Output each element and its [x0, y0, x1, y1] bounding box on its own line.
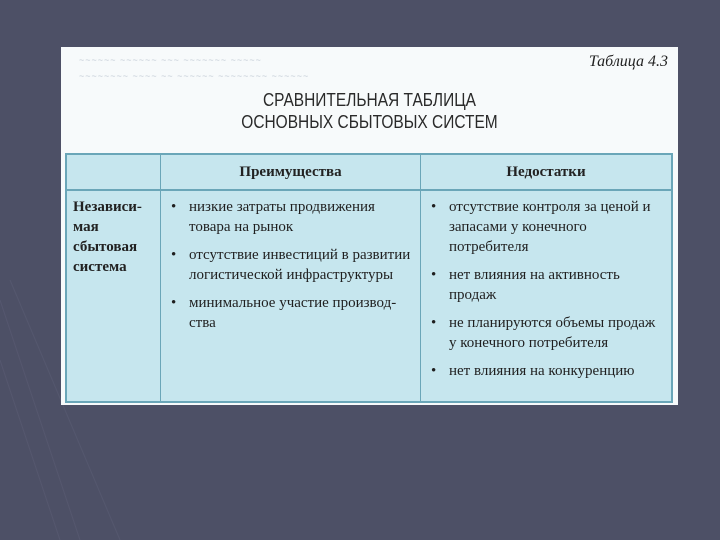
bullet-icon: •	[431, 315, 437, 331]
header-advantages: Преимущества	[161, 155, 421, 191]
scanned-page	[61, 47, 678, 405]
list-item	[171, 245, 414, 285]
bullet-icon: •	[171, 295, 177, 311]
bleed-through-text: ~~~~~~ ~~~~~~ ~~~ ~~~~~~~ ~~~~~	[79, 55, 262, 65]
list-item	[431, 265, 665, 305]
list-item	[431, 197, 665, 257]
disadvantage-text: не планируются объемы продаж у конечного потребителя	[449, 315, 656, 351]
bleed-through-text: ~~~~~~~~ ~~~~ ~~ ~~~~~~ ~~~~~~~~ ~~~~~~	[79, 71, 310, 81]
disadvantages-list	[421, 191, 671, 381]
list-item	[171, 197, 414, 237]
bullet-icon: •	[431, 363, 437, 379]
advantages-cell	[161, 191, 421, 401]
advantage-text: отсутствие инвестиций в развитии логистической инфраструктуры	[189, 247, 411, 283]
bullet-icon: •	[431, 199, 437, 215]
list-item	[171, 293, 414, 333]
disadvantage-text: нет влияния на конкуренцию	[449, 363, 635, 379]
header-disadvantages: Недостатки	[421, 155, 671, 191]
row-label: Независи- мая сбытовая система	[67, 191, 161, 401]
title-line-1: СРАВНИТЕЛЬНАЯ ТАБЛИЦА	[262, 90, 476, 110]
header-empty-cell	[67, 155, 161, 191]
list-item	[431, 313, 665, 353]
advantage-text: низкие затраты продвижения товара на рынок	[189, 199, 375, 235]
advantages-list	[161, 191, 420, 333]
disadvantage-text: отсутствие контроля за ценой и запасами у конечного потребителя	[449, 199, 651, 255]
disadvantages-cell	[421, 191, 671, 401]
bullet-icon: •	[171, 247, 177, 263]
comparison-table	[65, 153, 673, 403]
advantage-text: минимальное участие производ- ства	[189, 295, 397, 331]
page-title	[104, 89, 635, 133]
bullet-icon: •	[431, 267, 437, 283]
title-line-2: ОСНОВНЫХ СБЫТОВЫХ СИСТЕМ	[241, 112, 498, 132]
table-caption: Таблица 4.3	[588, 53, 668, 70]
list-item	[431, 361, 665, 381]
bullet-icon: •	[171, 199, 177, 215]
disadvantage-text: нет влияния на активность продаж	[449, 267, 620, 303]
